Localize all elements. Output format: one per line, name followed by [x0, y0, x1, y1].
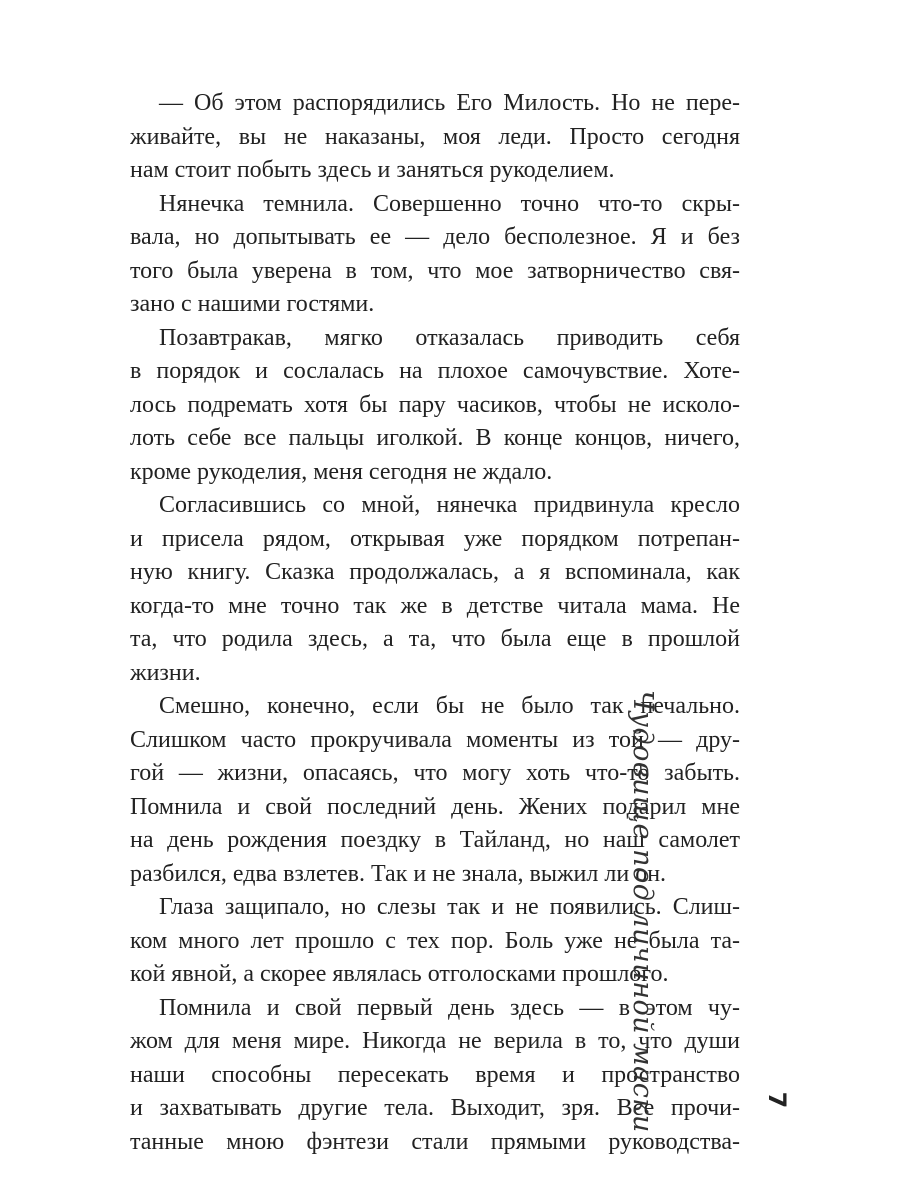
text-line: Помнила и свой последний день. Жених подарил мне: [130, 793, 740, 820]
text-line: зано с нашими гостями.: [130, 291, 375, 317]
text-line: жом для меня мире. Никогда не верила в то, что души: [130, 1028, 740, 1054]
text-line: когда-то мне точно так же в детстве читала мама. Не: [130, 592, 740, 619]
text-line: кой явной, а скорее являлась отголосками прошлого.: [130, 961, 669, 987]
text-line: в порядок и сослалась на плохое самочувствие. Хоте-: [130, 358, 740, 384]
text-line: — Об этом распорядились Его Милость. Но не пере-: [159, 90, 740, 116]
text-line: лось подремать хотя бы пару часиков, чтобы не исколо-: [130, 391, 740, 418]
text-line: того была уверена в том, что мое затворничество свя-: [130, 257, 740, 284]
text-line: наши способны пересекать время и пространство: [130, 1061, 740, 1088]
text-line: ную книгу. Сказка продолжалась, а я вспоминала, как: [130, 559, 740, 585]
text-line: Глаза защипало, но слезы так и не появились. Слиш-: [159, 894, 740, 920]
text-line: Позавтракав, мягко отказалась приводить себя: [159, 324, 740, 351]
text-line: танные мною фэнтези стали прямыми руководства-: [130, 1128, 740, 1155]
text-line: на день рождения поездку в Тайланд, но наш самолет: [130, 827, 740, 853]
text-line: Смешно, конечно, если бы не было так печально.: [159, 693, 740, 719]
text-line: жизни.: [130, 659, 201, 686]
text-line: Согласившись со мной, нянечка придвинула кресло: [159, 492, 740, 518]
text-line: и присела рядом, открывая уже порядком потрепан-: [130, 525, 740, 552]
text-line: Слишком часто прокручивала моменты из той — дру-: [130, 726, 740, 753]
page-number: 7: [763, 1091, 791, 1109]
text-line: лоть себе все пальцы иголкой. В конце концов, ничего,: [130, 425, 740, 451]
text-line: разбился, едва взлетев. Так и не знала, выжил ли он.: [130, 860, 667, 887]
text-line: вала, но допытывать ее — дело бесполезное. Я и без: [130, 224, 740, 250]
text-line: Нянечка темнила. Совершенно точно что-то скры-: [159, 190, 740, 217]
text-line: Помнила и свой первый день здесь — в этом чу-: [159, 994, 740, 1021]
text-line: ком много лет прошло с тех пор. Боль уже не была та-: [130, 927, 740, 954]
text-line: кроме рукоделия, меня сегодня не ждало.: [130, 458, 553, 485]
text-line: нам стоит побыть здесь и заняться рукоделием.: [130, 157, 615, 183]
running-title: Чудовище под личиной маски: [627, 690, 658, 1133]
text-line: гой — жизни, опасаясь, что могу хоть что-то забыть.: [130, 760, 740, 786]
text-line: и захватывать другие тела. Выходит, зря. Все прочи-: [130, 1095, 740, 1121]
text-line: живайте, вы не наказаны, моя леди. Просто сегодня: [130, 123, 740, 150]
text-line: та, что родила здесь, а та, что была еще в прошлой: [130, 626, 740, 652]
